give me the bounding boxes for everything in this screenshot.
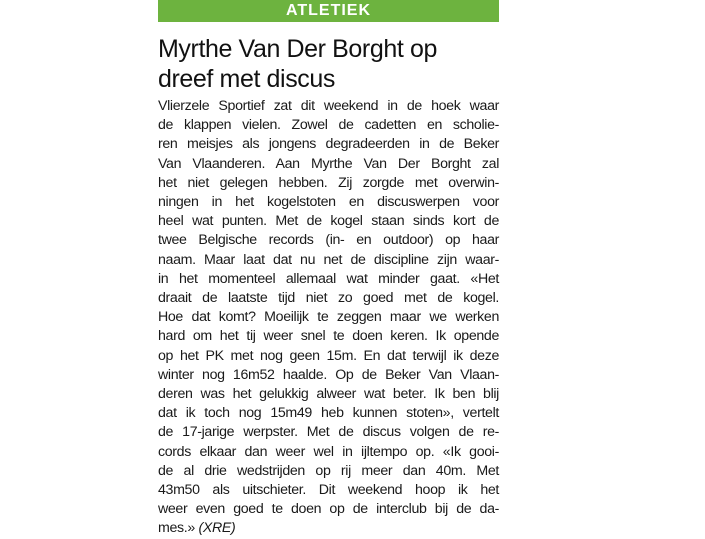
body-line: cords elkaar dan weer wel in ijltempo op. «Ik gooi- — [158, 443, 499, 460]
body-line: op het PK met nog geen 15m. En dat terwijl ik deze — [158, 347, 499, 364]
headline-line: Myrthe Van Der Borght op — [158, 35, 437, 63]
body-line: 43m50 als uitschieter. Dit weekend hoop ik het — [158, 482, 499, 499]
body-line: naam. Maar laat dat nu net de discipline zijn waar- — [158, 251, 499, 268]
body-line: ren meisjes als jongens degradeerden in de Beker — [158, 136, 499, 153]
body-last-line — [158, 519, 499, 538]
byline: (XRE) — [198, 520, 236, 537]
section-banner — [158, 0, 499, 22]
body-line: de klappen vielen. Zowel de cadetten en scholie- — [158, 117, 499, 134]
body-line-end: mes.» — [158, 520, 195, 537]
body-line: dat ik toch nog 15m49 heb kunnen stoten», vertelt — [158, 405, 499, 422]
body-line: heel wat punten. Met de kogel staan sinds kort de — [158, 213, 499, 230]
body-line: Hoe dat komt? Moeilijk te zeggen maar we werken — [158, 309, 499, 326]
body-line: deren was het gelukkig alweer wat beter. Ik ben blij — [158, 386, 499, 403]
section-label: ATLETIEK — [285, 2, 372, 19]
body-line: de 17-jarige werpster. Met de discus volgen de re- — [158, 424, 499, 441]
article-headline — [158, 34, 499, 94]
headline-line: dreef met discus — [158, 65, 336, 93]
body-line: de al drie wedstrijden op rij meer dan 40m. Met — [158, 462, 499, 479]
body-line: Van Vlaanderen. Aan Myrthe Van Der Borght zal — [158, 155, 499, 172]
body-line: twee Belgische records (in- en outdoor) op haar — [158, 232, 499, 249]
body-line: in het momenteel allemaal wat minder gaat. «Het — [158, 270, 499, 287]
body-line: winter nog 16m52 haalde. Op de Beker Van Vlaan- — [158, 366, 499, 383]
body-line: ningen in het kogelstoten en discuswerpen voor — [158, 194, 499, 211]
body-line: draait de laatste tijd niet zo goed met de kogel. — [158, 290, 499, 307]
body-line: het niet gelegen hebben. Zij zorgde met overwin- — [158, 174, 499, 191]
body-line: hard om het tij weer snel te doen keren. Ik opende — [158, 328, 499, 345]
article-body — [158, 97, 499, 539]
body-line: Vlierzele Sportief zat dit weekend in de hoek waar — [158, 98, 499, 114]
body-line: weer even goed te doen op de interclub bij de da- — [158, 501, 499, 518]
